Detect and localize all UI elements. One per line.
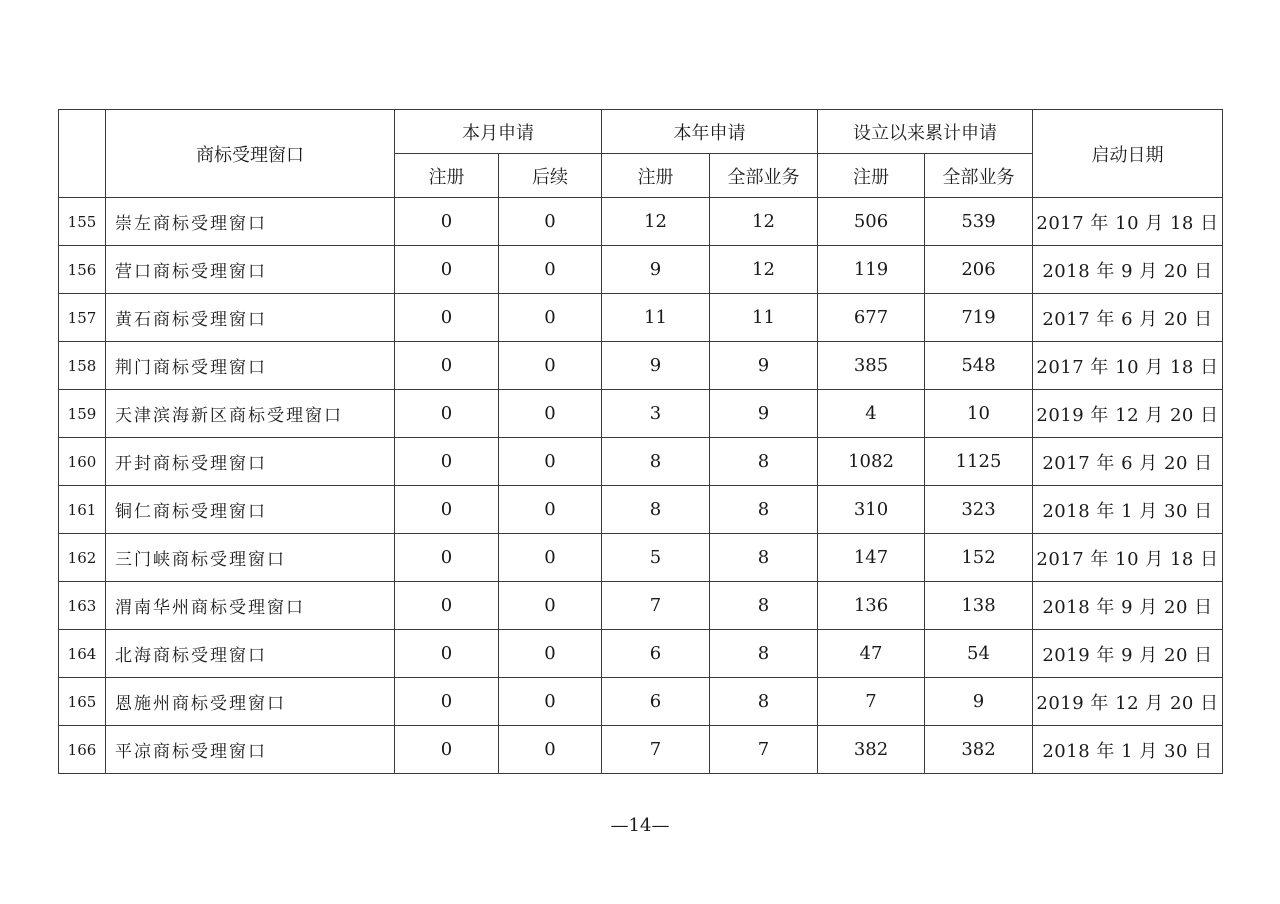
- month-register-value: 0: [395, 582, 499, 630]
- window-name: 三门峡商标受理窗口: [106, 534, 395, 582]
- year-all-business-value: 11: [710, 294, 818, 342]
- year-register-value: 9: [602, 246, 710, 294]
- cumulative-register-value: 382: [818, 726, 925, 774]
- month-followup-value: 0: [499, 198, 602, 246]
- year-register-value: 3: [602, 390, 710, 438]
- window-name: 铜仁商标受理窗口: [106, 486, 395, 534]
- table-row: [59, 390, 1223, 438]
- start-date-value: 2017 年 6 月 20 日: [1033, 294, 1223, 342]
- year-all-business-value: 8: [710, 678, 818, 726]
- month-register-value: 0: [395, 486, 499, 534]
- month-followup-value: 0: [499, 678, 602, 726]
- window-name: 荆门商标受理窗口: [106, 342, 395, 390]
- window-name-header: 商标受理窗口: [106, 110, 395, 198]
- year-all-business-header: 全部业务: [710, 154, 818, 198]
- table-body: [59, 198, 1223, 774]
- year-all-business-value: 8: [710, 486, 818, 534]
- month-register-value: 0: [395, 390, 499, 438]
- start-date-value: 2017 年 6 月 20 日: [1033, 438, 1223, 486]
- cumulative-register-value: 385: [818, 342, 925, 390]
- month-followup-value: 0: [499, 486, 602, 534]
- start-date-value: 2017 年 10 月 18 日: [1033, 198, 1223, 246]
- month-followup-value: 0: [499, 726, 602, 774]
- month-followup-value: 0: [499, 582, 602, 630]
- row-index: 158: [59, 342, 106, 390]
- window-name: 崇左商标受理窗口: [106, 198, 395, 246]
- row-index: 156: [59, 246, 106, 294]
- window-name: 北海商标受理窗口: [106, 630, 395, 678]
- cumulative-all-business-value: 719: [925, 294, 1033, 342]
- month-register-value: 0: [395, 198, 499, 246]
- month-followup-value: 0: [499, 438, 602, 486]
- year-all-business-value: 8: [710, 630, 818, 678]
- cumulative-all-business-value: 9: [925, 678, 1033, 726]
- month-register-value: 0: [395, 534, 499, 582]
- month-followup-value: 0: [499, 342, 602, 390]
- year-register-value: 7: [602, 582, 710, 630]
- start-date-value: 2019 年 9 月 20 日: [1033, 630, 1223, 678]
- start-date-value: 2018 年 9 月 20 日: [1033, 582, 1223, 630]
- window-name: 渭南华州商标受理窗口: [106, 582, 395, 630]
- month-application-header: 本月申请: [395, 110, 602, 154]
- month-register-value: 0: [395, 246, 499, 294]
- cumulative-register-header: 注册: [818, 154, 925, 198]
- row-index: 163: [59, 582, 106, 630]
- window-name: 恩施州商标受理窗口: [106, 678, 395, 726]
- month-register-value: 0: [395, 726, 499, 774]
- start-date-value: 2019 年 12 月 20 日: [1033, 390, 1223, 438]
- cumulative-all-business-value: 539: [925, 198, 1033, 246]
- table-row: [59, 486, 1223, 534]
- table-row: [59, 630, 1223, 678]
- start-date-header: 启动日期: [1033, 110, 1223, 198]
- start-date-value: 2019 年 12 月 20 日: [1033, 678, 1223, 726]
- table-row: [59, 294, 1223, 342]
- row-index: 161: [59, 486, 106, 534]
- year-register-value: 12: [602, 198, 710, 246]
- row-index: 155: [59, 198, 106, 246]
- window-name: 平凉商标受理窗口: [106, 726, 395, 774]
- window-name: 天津滨海新区商标受理窗口: [106, 390, 395, 438]
- month-register-value: 0: [395, 438, 499, 486]
- start-date-value: 2018 年 1 月 30 日: [1033, 726, 1223, 774]
- month-followup-value: 0: [499, 294, 602, 342]
- month-followup-value: 0: [499, 390, 602, 438]
- row-index: 164: [59, 630, 106, 678]
- year-all-business-value: 8: [710, 582, 818, 630]
- table-row: [59, 534, 1223, 582]
- month-followup-header: 后续: [499, 154, 602, 198]
- window-name: 黄石商标受理窗口: [106, 294, 395, 342]
- table-row: [59, 342, 1223, 390]
- year-all-business-value: 12: [710, 198, 818, 246]
- year-all-business-value: 8: [710, 438, 818, 486]
- cumulative-register-value: 119: [818, 246, 925, 294]
- cumulative-all-business-value: 1125: [925, 438, 1033, 486]
- cumulative-all-business-value: 548: [925, 342, 1033, 390]
- year-register-value: 6: [602, 678, 710, 726]
- row-index: 166: [59, 726, 106, 774]
- table-header: [59, 110, 1223, 198]
- cumulative-register-value: 677: [818, 294, 925, 342]
- month-followup-value: 0: [499, 246, 602, 294]
- year-register-value: 7: [602, 726, 710, 774]
- cumulative-all-business-value: 10: [925, 390, 1033, 438]
- month-register-value: 0: [395, 342, 499, 390]
- year-all-business-value: 7: [710, 726, 818, 774]
- start-date-value: 2017 年 10 月 18 日: [1033, 342, 1223, 390]
- statistics-table-container: [58, 109, 1222, 774]
- month-register-header: 注册: [395, 154, 499, 198]
- row-index: 162: [59, 534, 106, 582]
- cumulative-all-business-value: 138: [925, 582, 1033, 630]
- row-index: 157: [59, 294, 106, 342]
- month-register-value: 0: [395, 678, 499, 726]
- row-index: 165: [59, 678, 106, 726]
- cumulative-all-business-header: 全部业务: [925, 154, 1033, 198]
- cumulative-all-business-value: 54: [925, 630, 1033, 678]
- start-date-value: 2017 年 10 月 18 日: [1033, 534, 1223, 582]
- month-followup-value: 0: [499, 630, 602, 678]
- cumulative-all-business-value: 206: [925, 246, 1033, 294]
- cumulative-register-value: 4: [818, 390, 925, 438]
- cumulative-register-value: 1082: [818, 438, 925, 486]
- start-date-value: 2018 年 1 月 30 日: [1033, 486, 1223, 534]
- year-all-business-value: 12: [710, 246, 818, 294]
- month-followup-value: 0: [499, 534, 602, 582]
- table-row: [59, 726, 1223, 774]
- trademark-window-table: [58, 109, 1223, 774]
- index-column-header: [59, 110, 106, 198]
- cumulative-register-value: 506: [818, 198, 925, 246]
- window-name: 营口商标受理窗口: [106, 246, 395, 294]
- year-register-value: 5: [602, 534, 710, 582]
- cumulative-register-value: 147: [818, 534, 925, 582]
- year-all-business-value: 9: [710, 390, 818, 438]
- year-register-value: 8: [602, 438, 710, 486]
- month-register-value: 0: [395, 630, 499, 678]
- year-register-value: 9: [602, 342, 710, 390]
- row-index: 159: [59, 390, 106, 438]
- cumulative-register-value: 310: [818, 486, 925, 534]
- cumulative-all-business-value: 152: [925, 534, 1033, 582]
- year-application-header: 本年申请: [602, 110, 818, 154]
- cumulative-all-business-value: 323: [925, 486, 1033, 534]
- year-register-value: 8: [602, 486, 710, 534]
- window-name: 开封商标受理窗口: [106, 438, 395, 486]
- cumulative-register-value: 136: [818, 582, 925, 630]
- table-row: [59, 678, 1223, 726]
- table-row: [59, 438, 1223, 486]
- start-date-value: 2018 年 9 月 20 日: [1033, 246, 1223, 294]
- month-register-value: 0: [395, 294, 499, 342]
- cumulative-register-value: 7: [818, 678, 925, 726]
- table-row: [59, 246, 1223, 294]
- year-register-value: 11: [602, 294, 710, 342]
- row-index: 160: [59, 438, 106, 486]
- cumulative-all-business-value: 382: [925, 726, 1033, 774]
- cumulative-register-value: 47: [818, 630, 925, 678]
- year-all-business-value: 9: [710, 342, 818, 390]
- page-number: —14—: [610, 815, 670, 836]
- table-row: [59, 198, 1223, 246]
- table-row: [59, 582, 1223, 630]
- year-register-header: 注册: [602, 154, 710, 198]
- year-register-value: 6: [602, 630, 710, 678]
- cumulative-application-header: 设立以来累计申请: [818, 110, 1033, 154]
- year-all-business-value: 8: [710, 534, 818, 582]
